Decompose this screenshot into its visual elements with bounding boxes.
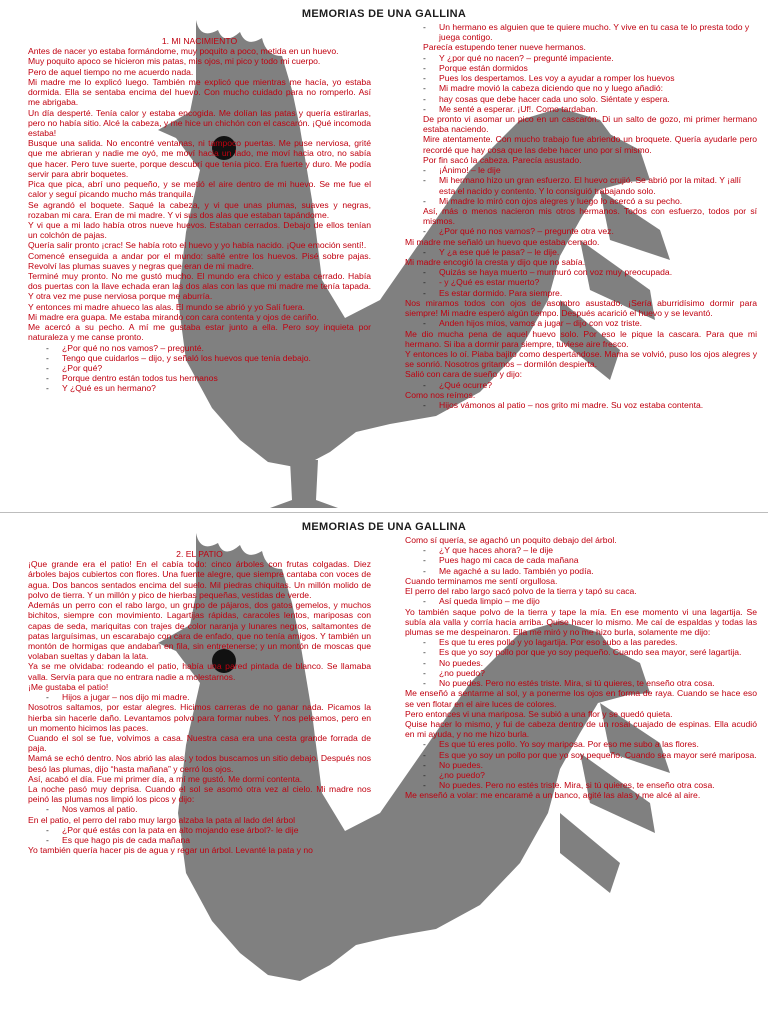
dialogue-line: - Es que tu eres pollo y yo lagartija. Por eso subo a las paredes. (405, 637, 757, 647)
page-2-right-column (405, 535, 757, 801)
dialogue-line: - Hijos vámonos al patio – nos grito mi madre. Su voz estaba contenta. (405, 400, 757, 410)
paragraph: Yo también saque polvo de la tierra y tape la mía. En ese momento vi una lagartija. Se subía ala valla y corría hacia arriba. Quise hacer lo mismo. Me caí de espaldas y todas las plumas se me despeinaron. Ella me miró y no me hizo burla, solamente me dijo: (405, 606, 757, 637)
paragraph: Y vi que a mi lado había otros nueve huevos. Estaban cerrados. Debajo de ellos tenían un colchón de pajas. (28, 219, 371, 241)
dialogue-line: - Es que tú eres pollo. Yo soy mariposa. Por eso me subo a las flores. (405, 739, 757, 749)
dialogue-line: - Y ¿a ese qué le pasa? – le dije. (405, 247, 757, 257)
chapter-heading: 2. EL PATIO (176, 549, 223, 559)
paragraph: Ya se me olvidaba: rodeando el patio, había una pared pintada de blanco. Se llamaba valla. Servía para que no entrara nadie a molestarnos. (28, 661, 371, 682)
dialogue-line: - Mi madre lo miró con ojos alegres y luego lo acercó a su pecho. (405, 196, 757, 206)
paragraph: Quería salir pronto ¡crac! Se había roto el huevo y yo había nacido. ¡Que emoción sentí!. (28, 240, 367, 251)
paragraph: Muy poquito apoco se hicieron mis patas, mis ojos, mi pico y todo mi cuerpo. (28, 56, 321, 67)
dialogue-line: - ¿Por qué no nos vamos? – pregunte otra vez. (405, 226, 757, 236)
dialogue-line: - ¿Por qué? (28, 363, 371, 373)
dialogue-line: - ¿no puedo? (405, 668, 757, 678)
dialogue-line: - No puedes. (405, 658, 757, 668)
dialogue-line: - hay cosas que debe hacer cada uno solo. Siéntate y espera. (405, 94, 757, 104)
paragraph: Antes de nacer yo estaba formándome, muy poquito a poco, metida en un huevo. (28, 46, 339, 57)
dialogue-line: - Un hermano es alguien que te quiere mucho. Y vive en tu casa te lo presta todo y juega contigo. (405, 22, 757, 42)
paragraph: Me enseñó a volar: me encaramé a un banco, agité las alas y me alcé al aire. (405, 790, 701, 801)
dialogue-line: - ¿Por qué no nos vamos? – pregunté. (28, 343, 371, 353)
dialogue-line: - Es que yo soy pollo por que yo soy pequeño. Cuando sea mayor, seré lagartija. (405, 647, 757, 657)
paragraph: Pica que pica, abrí uno pequeño, y se metió el aire dentro de mi huevo. Se me fue el calor y seguí picando mucho más tranquila. (28, 179, 371, 200)
paragraph: Nos miramos todos con ojos de asombro asustado. ¡Sería aburridísimo dormir para siempre! Mi madre esperó algún tiempo. Después acarició el huevo y se levantó. (405, 297, 757, 319)
dialogue-line: - Tengo que cuidarlos – dijo, y señaló los huevos que tenía debajo. (28, 353, 371, 363)
paragraph: Quise hacer lo mismo, y fui de cabeza dentro de un rosal cuajado de espinas. Ella acudió en mi ayuda, y no me hizo burla. (405, 718, 757, 740)
dialogue-line: - Nos vamos al patio. (28, 804, 371, 814)
dialogue-line: - Porque dentro están todos tus hermanos (28, 373, 371, 383)
dialogue-line: - Quizás se haya muerto – murmuró con voz muy preocupada. (405, 267, 757, 277)
page-title: MEMORIAS DE UNA GALLINA (301, 8, 467, 20)
paragraph: Por fin sacó la cabeza. Parecía asustado. (423, 154, 582, 165)
paragraph: Mi madre era guapa. Me estaba mirando con cara contenta y ojos de cariño. (28, 311, 319, 322)
paragraph: Me acercó a su pecho. A mí me gustaba estar junto a ella. Pero soy inquieta por naturaleza y me canse pronto. (28, 322, 371, 343)
dialogue-line: - Pues los despertamos. Les voy a ayudar a romper los huevos (405, 73, 757, 83)
paragraph: ¡Que grande era el patio! En el cabía todo: cinco árboles con frutas colgadas. Diez árboles bajos cubiertos con flores. Una fuente alegre, que siempre cantaba con voces de agua. Dos bancos sentados encima del suelo. Mil piedras chiquitas. Un millón molido de polvo de tierra. Y un millón y pico de hierbas pequeñas, vestidas de verde. (28, 559, 371, 600)
page-title: MEMORIAS DE UNA GALLINA (301, 521, 467, 533)
dialogue-line: - Mi hermano hizo un gran esfuerzo. El huevo crujió. Se abrió por la mitad. Y ¡allí esta el nacido y contento. Y lo consiguió trabajando solo. (405, 175, 757, 195)
dialogue-line: - - y ¿Qué es estar muerto? (405, 277, 757, 287)
dialogue-line: - No puedes. Pero no estés triste. Mira, si tú quieres, te enseño otra cosa. (405, 678, 757, 688)
paragraph: De pronto vi asomar un pico en un cascarón. Di un salto de gozo, mi primer hermano estaba naciendo. (423, 113, 757, 135)
paragraph: Como sí quería, se agachó un poquito debajo del árbol. (405, 535, 617, 545)
paragraph: Se agrandó el boquete. Saqué la cabeza, y vi que unas plumas, suaves y negras, rozaban mi cara. Eran de mi madre. Y vi sus dos alas que estaban tapándome. (28, 199, 371, 220)
paragraph: Mi madre me señaló un huevo que estaba cerrado. (405, 236, 600, 247)
dialogue-line: - Me senté a esperar. ¡Uf!. Como tardaban. (405, 104, 757, 114)
document-page-1 (0, 0, 768, 512)
paragraph: Así, más o menos nacieron mis otros hermanos. Todos con esfuerzo, todos por sí mismos. (423, 205, 757, 227)
dialogue-line: - ¿no puedo? (405, 770, 757, 780)
page-2-left-column (28, 535, 371, 856)
paragraph: Además un perro con el rabo largo, un grupo de pájaros, dos gatos gemelos, y muchos bichitos, siempre con movimiento. Lagartijas rápidas, caracoles lentos, mariposas con capas de seda, mariquitas con trajes de color naranja y lunares negros, saltamontes de patas larguísimas, un escarabajo con cara de enfado, que no tenía amigos. Y también un montón de hormigas que andaban en fila, sin entretenerse; y un montón de moscas que volaban sueltas y daban la lata. (28, 600, 371, 662)
paragraph: Así, acabó el día. Fue mi primer día, a mí me gustó. Me dormí contenta. (28, 773, 303, 784)
paragraph: Me dio mucha pena de aquel huevo solo. Por eso le pique la cascara. Para que mi hermano. Si iba a dormir para siempre, tuviese aire fresco. (405, 328, 757, 349)
dialogue-line: - Y ¿Qué es un hermano? (28, 383, 371, 393)
dialogue-line: - Me agaché a su lado. También yo podía. (405, 566, 757, 576)
dialogue-line: - Pues hago mi caca de cada mañana (405, 555, 757, 565)
dialogue-line: - ¿Y que haces ahora? – le dije (405, 545, 757, 555)
paragraph: Terminé muy pronto. No me gustó mucho. El mundo era chico y estaba cerrado. Había dos puertas con la llave echada eran las dos alas con las que mi madre me tenía tapada. Y otra vez me puse nerviosa porque me aburría. (28, 271, 371, 302)
paragraph: Como nos reímos. (405, 389, 476, 400)
paragraph: Cuando el sol se fue, volvimos a casa. Nuestra casa era una cesta grande forrada de paja. (28, 732, 371, 754)
dialogue-line: - Mi madre movió la cabeza diciendo que no y luego añadió: (405, 83, 757, 93)
paragraph: Me enseñó a sentarme al sol, y a ponerme los ojos en forma de raya. Cuando se hace eso se ven flotar en el aire luces de colores. (405, 688, 757, 709)
dialogue-line: - Así queda limpio – me dijo (405, 596, 757, 606)
paragraph: Mamá se echó dentro. Nos abrió las alas, y todos buscamos un sitio debajo. Después nos besó las plumas, dijo “hasta mañana” y cerró los ojos. (28, 753, 371, 774)
dialogue-line: - Es estar dormido. Para siempre. (405, 288, 757, 298)
dialogue-line: - ¿Qué ocurre? (405, 380, 757, 390)
paragraph: Pero entonces vi una mariposa. Se subió a una flor y se quedó quieta. (405, 708, 673, 719)
paragraph: Pero de aquel tiempo no me acuerdo nada. (28, 66, 194, 77)
dialogue-line: - Porque están dormidos (405, 63, 757, 73)
paragraph: Busque una salida. No encontré ventanas, ni tampoco puertas. Me puse nerviosa, grité que me abrieran y nadie me oyó, me moví hacia un lado, me moví hacia otro, no sabía que hacer. Pero tuve suerte, porque descubrí que tenía pico. Era fuerte y duro. Me podía servir para abrir boquetes. (28, 138, 371, 179)
paragraph: Comencé enseguida a andar por el mundo: salté entre los huevos. Pisé sobre pajas. Revolví las plumas suaves y negras que eran de mi madre. (28, 250, 371, 271)
dialogue-line: - Hijos a jugar – nos dijo mi madre. (28, 692, 371, 702)
dialogue-line: - Y ¿por qué no nacen? – pregunté impaciente. (405, 53, 757, 63)
page-1-left-column (28, 22, 371, 394)
paragraph: Cuando terminamos me sentí orgullosa. (405, 575, 558, 586)
paragraph: ¡Me gustaba el patio! (28, 681, 109, 692)
dialogue-line: - Es que yo soy un pollo por que yo soy pequeño. Cuando sea mayor seré mariposa. (405, 750, 757, 760)
paragraph: La noche pasó muy deprisa. Cuando el sol se asomó otra vez al cielo. Mi madre nos peinó las plumas nos limpió los picos y dijo: (28, 784, 371, 805)
paragraph: Mi madre encogió la cresta y dijo que no sabía. (405, 257, 586, 268)
dialogue-line: - Anden hijos míos, vamos a jugar – dijo con voz triste. (405, 318, 757, 328)
dialogue-line: - ¡Ánimo! – le dije (405, 165, 757, 175)
paragraph: Y entonces lo oí. Piaba bajito como despertándose. Mama se volvió, puso los ojos alegres y se sonrió. Nosotros gritamos – dormilón despierta. (405, 349, 757, 370)
paragraph: Parecía estupendo tener nueve hermanos. (423, 42, 586, 53)
paragraph: Mire atentamente. Con mucho trabajo fue abriendo un broquete. Quería ayudarle pero recordé que hay cosa que las debe hacer uno por sí mismo. (423, 134, 757, 155)
paragraph: El perro del rabo largo sacó polvo de la tierra y tapó su caca. (405, 586, 637, 597)
paragraph: Y entonces mi madre ahueco las alas. El mundo se abrió y yo Salí fuera. (28, 301, 305, 312)
paragraph: Salió con cara de sueño y dijo: (405, 369, 523, 380)
chapter-heading: 1. MI NACIMIENTO (161, 36, 238, 46)
paragraph: Mi madre me lo explicó luego. También me explicó que mientras me hacía, yo estaba dormida. Ella se sentaba encima del huevo. Con mucho cuidado para no romperlo. Así me abrigaba. (28, 76, 371, 108)
document-page-2 (0, 512, 768, 1025)
dialogue-line: - ¿Por qué estás con la pata en alto mojando ese árbol?- le dije (28, 825, 371, 835)
dialogue-line: - No puedes. Pero no estés triste. Mira, si tú quieres, te enseño otra cosa. (405, 780, 757, 790)
paragraph: Yo también quería hacer pis de agua y regar un árbol. Levanté la pata y no (28, 845, 313, 856)
paragraph: Un día desperté. Tenía calor y estaba encogida. Me dolían las patas y quería estirarlas, pero no había sitio. Alcé la cabeza, y me hice un chichón con el cascarón. ¡Qué incomoda estaba! (28, 107, 371, 138)
page-1-right-column (405, 22, 757, 410)
dialogue-line: - Es que hago pis de cada mañana (28, 835, 371, 845)
paragraph: Nosotros saltamos, por estar alegres. Hicimos carreras de no ganar nada. Picamos la hierba sin hacerle daño. Levantamos polvo para formar nubes. Y nos peleamos, pero en un momento hicimos las paces. (28, 702, 371, 733)
dialogue-line: - No puedes. (405, 760, 757, 770)
paragraph: En el patio, el perro del rabo muy largo alzaba la pata al lado del árbol (28, 814, 296, 825)
